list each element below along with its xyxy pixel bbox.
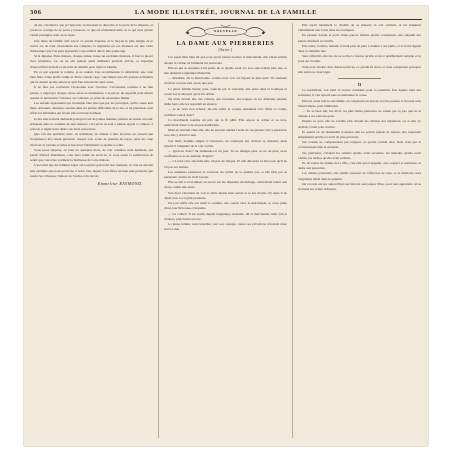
right-column xyxy=(298,23,421,192)
paragraph: Son mari, homme simple et laborieux, ne remarqua pas d'abord sa tristesse; mais bientôt il s'inquiéta de la voir si pâle. xyxy=(164,138,287,148)
paragraph: On étala devant elle des colliers, des bracelets, des bagues où les diamants jetaient mille feux; elle les regardait en silence. xyxy=(164,97,287,107)
middle-column xyxy=(164,23,287,232)
paragraph: Les semaines passèrent; le souvenir du collier ne la quittait pas, et elle finit par se persuader qu'elle en avait besoin. xyxy=(164,169,287,180)
paragraph: Mais en rentrant chez elle, elle ne pouvait oublier l'éclat de ces pierres; elle y pensait le soir, elle y rêvait la nuit. xyxy=(164,128,287,138)
paragraph: La jeune femme resta interdite; tout son courage, toutes ses privations n'avaient donc servi à rien. xyxy=(164,221,287,232)
paragraph: Et quand on lui demandait pourquoi elle ne portait jamais de bijoux, elle répondait simplement qu'elle en avait de plus précieux. xyxy=(298,129,421,140)
running-title: LA MODE ILLUSTRÉE, JOURNAL DE LA FAMILLE xyxy=(134,9,318,16)
paragraph: Et, de toutes les dames de la ville, c'est elle qu'on appelait, avec respect et tendresse, la dame aux pierreries. xyxy=(298,161,421,171)
paragraph: C'est ainsi que les femmes sages ont toujours gouverné leur intérieur, et c'est en suivant leur exemple que nous pourrons, à notre tour, léguer à nos filles un bien plus précieux que toutes les richesses: l'amour de l'ordre et du devoir. xyxy=(30,163,153,178)
paragraph: Elle entra; la mère, malade, n'avait plus de pain à donner à ses petits, et le froid régnait dans la chambre nue. xyxy=(298,43,421,54)
paragraph: La marchande nomma un prix qui la fit pâlir. Elle reposa le collier et se leva, remerciant d'une voix un peu tremblante. xyxy=(164,117,287,128)
vignette-label: NOUVELLE xyxy=(213,29,238,33)
paragraph: Son mari s'étonnait de voir la table moins bien servie et le feu moins vif; mais il ne disait rien, la croyant prudente. xyxy=(164,190,287,200)
paragraph: Un jour enfin elle eut réuni la somme; elle courut chez la marchande, le cœur plein d'une joie fiévreuse et inquiète. xyxy=(164,201,287,211)
paragraph: — Le collier? Il est vendu depuis longtemps, madame, dit la marchande; mais j'en ai d'autres, plus beaux encore. xyxy=(164,211,287,221)
column-divider xyxy=(292,23,293,438)
column-divider xyxy=(158,23,159,438)
paragraph: — Qu'as-tu donc? lui demanda-t-il un jour. Tu ne manges plus, tu ne ris plus; es-tu souffrante ou as-tu quelque chagrin? xyxy=(164,149,287,159)
page-number: 306 xyxy=(30,9,42,16)
left-column xyxy=(30,23,153,186)
story-subtitle: (Suite.) xyxy=(218,48,233,53)
paragraph: Si la dépense d'une maison, chaque année, laisse un excédent modeste, il faut le placer avec prudence, car on ne sait jamais quels malheurs peuvent arriver, et l'épargne d'aujourd'hui devient la sécurité de demain pour toute la famille. xyxy=(30,54,153,69)
story-title: LA DAME AUX PIERRERIES xyxy=(176,41,275,47)
paragraph: On raconte encore aujourd'hui son histoire aux jeunes filles, pour leur apprendre où se trouvent les vraies richesses. xyxy=(298,181,421,192)
section-number: II xyxy=(357,82,362,88)
paragraph: — Je ne veux rien acheter, dit-elle enfin; je voulais seulement voir. Mais ce collier, combien vaut-il donc? xyxy=(164,107,287,117)
ornamental-vignette xyxy=(182,24,269,40)
paragraph: Les enfants apprennent par l'exemple bien plus que par les préceptes; qu'ils voient leur mère ordonnée, attentive, sereine dans les petites difficultés de la vie, et ils prendront sans effort les habitudes qui feront plus tard leur bonheur. xyxy=(30,101,153,116)
paragraph: La jeune femme hésita; puis, vaincue par la curiosité, elle entra dans la boutique et s'assit sur le tabouret qu'on lui offrait. xyxy=(164,86,287,96)
paragraph: En ce qui regarde la toilette, je ne saurais trop recommander la simplicité; une robe bien faite, d'une étoffe solide et d'une couleur sage, vaut mieux que dix parures éclatantes qui ne durent qu'une saison et qu'il faut renouveler sans cesse. xyxy=(30,69,153,85)
header-rule xyxy=(30,19,422,20)
paragraph: Le lendemain, son mari la trouva souriante pour la première fois depuis bien des semaines; il s'en réjouit sans en demander la cause. xyxy=(298,88,421,98)
author-signature: Emmeline RAYMOND. xyxy=(97,181,143,187)
paragraph: Les années passèrent; elle vieillit entourée de l'affection de tous, et sa mémoire resta longtemps bénie dans le quartier. xyxy=(298,171,421,181)
paragraph: — Tu as bien fait, lui dit-il; les plus belles pierreries ne valent pas la joie que tu as donnée à ces pauvres gens. xyxy=(298,109,421,119)
paragraph: Une mère de famille doit savoir ce qu'elle dépense, et le moyen le plus simple de le savoir est de tenir exactement ses comptes; la régularité en ces matières est une vertu domestique que l'on peut apprendre à ses enfants dès le plus jeune âge. xyxy=(30,38,153,54)
paragraph: Je me suis souvent demandé pourquoi tant de jeunes femmes, pleines de bonne volonté, échouent dans la conduite de leur maison; c'est qu'on ne leur a jamais appris à compter, à prévoir, à régler leurs désirs sur leurs ressources. xyxy=(30,116,153,132)
paragraph: Elle ne put se résoudre à lui parler de ce qu'elle avait vu; son cœur battait plus vite, et elle demeura longtemps immobile. xyxy=(164,65,287,76)
paragraph: Elle reprit lentement le chemin de sa maison; le soir tombait, et les lumières s'allumaient une à une dans les boutiques. xyxy=(298,23,421,33)
paragraph: Vous serez surprise, au bout de quelques mois, de voir combien cette habitude, qui paraît d'abord fastidieuse, vous aura rendu de services; et vous aurez la satisfaction de sentir que vous êtes vraiment la maîtresse de votre maison. xyxy=(30,147,153,163)
paragraph: Il ne faut pas confondre l'économie avec l'avarice. L'économie consiste à ne rien perdre, à employer chaque chose selon sa destination, à se priver du superflu pour mieux assurer le nécessaire; l'avarice, au contraire, se prive du nécessaire même. xyxy=(30,85,153,100)
newspaper-page xyxy=(24,6,428,446)
paragraph: Ses pierreries, c'étaient les enfants qu'elle avait secourus, les malades qu'elle avait visités, les larmes qu'elle avait séchées. xyxy=(298,150,421,160)
paragraph: Vous avez deviné, mes chères lectrices, ce qu'elle fit alors; et vous comprenez pourquoi elle rentra le cœur léger. xyxy=(298,64,421,74)
paragraph: Elle lui conta tout le soir même, en rougissant un peu de sa folie passée; il l'écouta sans l'interrompre, puis l'embrassa. xyxy=(298,98,421,108)
page-header xyxy=(30,9,422,19)
paragraph: — Ce n'est rien, répondit-elle; un peu de fatigue. Et elle détourna la tête pour qu'il ne vît pas ses larmes. xyxy=(164,159,287,169)
paragraph: Les pieds filés bien tôt que pour qu'on puisse toucher la marchande, elle s'était arrêtée devant la vitrine où brillaient les pierreries. xyxy=(164,55,287,65)
paragraph: Sans réfléchir, elle tira de sa poche la bourse qu'elle avait si péniblement remplie et la posa sur la table. xyxy=(298,54,421,64)
paragraph: de me convaincre que je l'ignorais. Je mesurais le désordre et la perte de la dépense, et j'avais le courage de ne point y renoncer, ce que est réellement utile, et ce qui n'est qu'une vanité passagère dont on se lasse. xyxy=(30,23,153,38)
paragraph: Elle se mit à économiser en secret sur les dépenses du ménage, retranchant tantôt une chose, tantôt une autre. xyxy=(164,180,287,190)
paragraph: Depuis ce jour, elle ne s'arrêta plus devant les vitrines des bijoutiers; ou si elle s'y arrêtait, c'était pour sourire. xyxy=(298,119,421,129)
paragraph: En passant devant la porte d'une pauvre femme qu'elle connaissait, elle entendit des pleurs d'enfants et s'arrêta. xyxy=(298,33,421,43)
paragraph: Que l'on me permette donc, en terminant, de donner à mes lectrices un conseil que l'expérience m'a rendu précieux: chaque soir, avant de prendre du repos, jetez un coup d'œil sur la journée écoulée et inscrivez fidèlement ce qu'elle a coûté. xyxy=(30,132,153,147)
paragraph: — Madame, dit la marchande, voulez-vous voir ces bijoux de plus près? Ils viennent d'arriver et nous n'en avons que peu. xyxy=(164,76,287,86)
paragraph: Ses voisins ne comprenaient pas toujours ce qu'elle voulait dire; mais ceux qui la connaissaient bien le savaient. xyxy=(298,140,421,150)
section-separator xyxy=(338,78,381,79)
